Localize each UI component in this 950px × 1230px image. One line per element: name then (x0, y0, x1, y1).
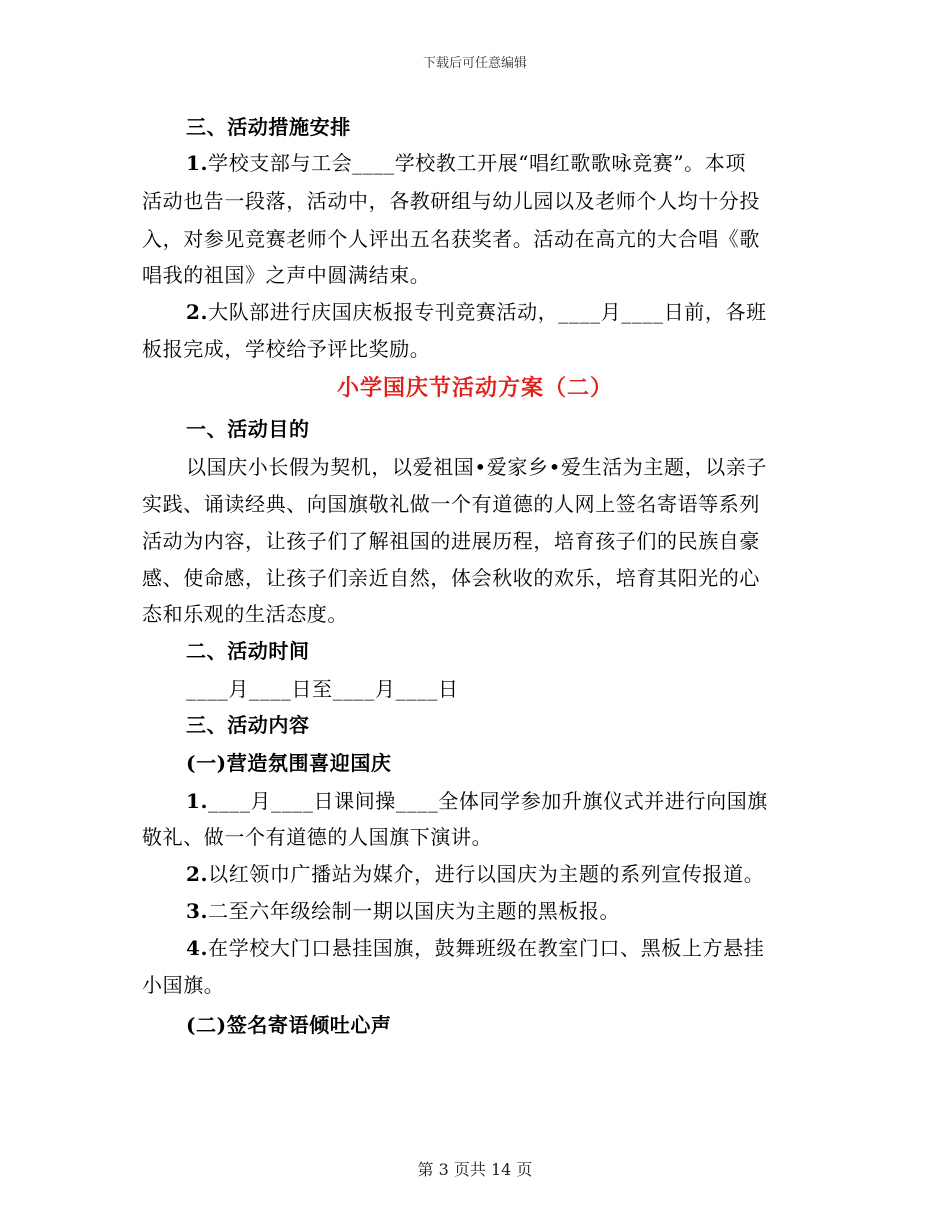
paragraph-line (186, 786, 812, 816)
paragraph-line: 小国旗。 (142, 973, 225, 997)
document-title: 小学国庆节活动方案（二） (336, 375, 613, 401)
paragraph-line: 活动也告一段落，活动中，各教研组与幼儿园以及老师个人均十分投 (142, 189, 760, 213)
paragraph-line (186, 297, 812, 327)
paragraph-line: 实践、诵读经典、向国旗敬礼做一个有道德的人网上签名寄语等系列 (142, 492, 760, 516)
section-heading: 一、活动目的 (186, 417, 310, 441)
paragraph-line: 态和乐观的生活态度。 (142, 602, 348, 626)
paragraph-line: 板报完成，学校给予评比奖励。 (142, 337, 431, 361)
paragraph-line: 活动为内容，让孩子们了解祖国的进展历程，培育孩子们的民族自豪 (142, 529, 760, 553)
line-text: ____月____日课间操____全体同学参加升旗仪式并进行向国旗 (208, 789, 768, 813)
item-number: 1. (186, 789, 209, 813)
subsection-heading: (一)营造氛围喜迎国庆 (186, 751, 392, 775)
page-header: 下载后可任意编辑 (422, 56, 527, 71)
paragraph-line (186, 933, 812, 963)
section-heading: 二、活动时间 (186, 639, 310, 663)
section-heading: 三、活动措施安排 (186, 115, 351, 139)
line-text: 以红领巾广播站为媒介，进行以国庆为主题的系列宣传报道。 (208, 862, 765, 886)
paragraph-line: ____月____日至____月____日 (186, 677, 459, 701)
subsection-heading: (二)签名寄语倾吐心声 (186, 1013, 392, 1037)
paragraph-line: 以国庆小长假为契机，以爱祖国•爱家乡•爱生活为主题，以亲子 (186, 455, 767, 479)
section-heading: 三、活动内容 (186, 713, 310, 737)
paragraph-line: 敬礼、做一个有道德的人国旗下演讲。 (142, 825, 493, 849)
item-number: 2. (186, 862, 209, 886)
paragraph-line: 入，对参见竞赛老师个人评出五名获奖者。活动在高亢的大合唱《歌 (142, 227, 760, 251)
paragraph-line (186, 859, 812, 889)
paragraph-line: 感、使命感，让孩子们亲近自然，体会秋收的欢乐，培育其阳光的心 (142, 566, 760, 590)
line-text: 大队部进行庆国庆板报专刊竞赛活动，____月____日前，各班 (208, 300, 767, 324)
item-number: 3. (186, 899, 209, 923)
page-footer: 第 3 页共 14 页 (417, 1160, 533, 1179)
paragraph-line (186, 896, 812, 926)
paragraph-line: 唱我的祖国》之声中圆满结束。 (142, 263, 431, 287)
item-number: 1. (186, 151, 209, 175)
line-text: 二至六年级绘制一期以国庆为主题的黑板报。 (208, 899, 621, 923)
line-text: 在学校大门口悬挂国旗，鼓舞班级在教室门口、黑板上方悬挂 (208, 936, 765, 960)
line-text: 学校支部与工会____学校教工开展“唱红歌歌咏竞赛”。本项 (208, 151, 746, 175)
item-number: 2. (186, 300, 209, 324)
item-number: 4. (186, 936, 209, 960)
paragraph-line (186, 148, 812, 178)
